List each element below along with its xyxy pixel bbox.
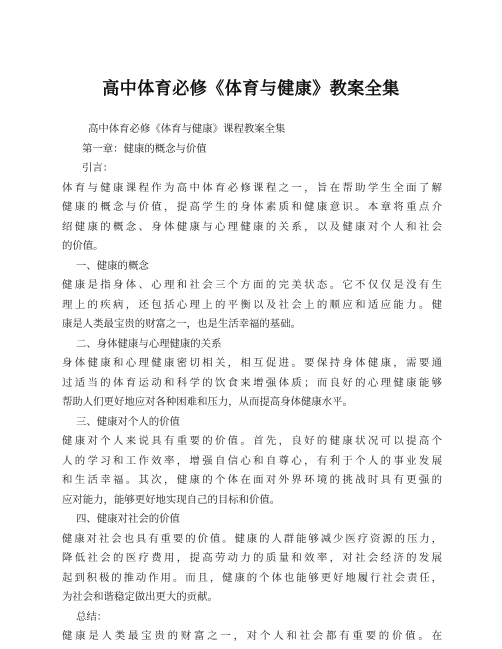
document-title: 高中体育必修《体育与健康》教案全集 (102, 79, 400, 99)
section-heading: 一、健康的概念 (76, 259, 149, 272)
paragraph-line: 康是人类最宝贵的财富之一，也是生活幸福的基础。 (62, 318, 301, 330)
paragraph-line: 的价值。 (62, 240, 104, 252)
course-heading: 高中体育必修《体育与健康》课程教案全集 (88, 123, 286, 135)
paragraph-line: 人的学习和工作效率，增强自信心和自尊心，有利于个人的事业发展 (62, 454, 442, 467)
paragraph-line: 应对能力，能够更好地实现自己的目标和价值。 (62, 493, 281, 506)
paragraph-line: 帮助人们更好地应对各种困难和压力，从而提高身体健康水平。 (62, 396, 353, 408)
section-heading: 四、健康对社会的价值 (76, 513, 180, 525)
paragraph-line: 健康是人类最宝贵的财富之一，对个人和社会都有重要的价值。在 (62, 630, 442, 642)
paragraph-line: 过适当的体育运动和科学的饮食来增强体质；而良好的心理健康能够 (62, 376, 442, 389)
paragraph-line: 理上的疾病，还包括心理上的平衡以及社会上的顺应和适应能力。健 (62, 298, 442, 311)
chapter-heading: 第一章：健康的概念与价值 (82, 142, 207, 155)
document-body (62, 120, 442, 647)
paragraph-line: 健康的概念与价值，提高学生的身体素质和健康意识。本章将重点介 (62, 201, 442, 213)
paragraph-line: 为社会和谐稳定做出更大的贡献。 (62, 591, 218, 603)
section-heading: 二、身体健康与心理健康的关系 (76, 337, 222, 350)
paragraph-line: 和生活幸福。其次，健康的个体在面对外界环境的挑战时具有更强的 (62, 474, 442, 486)
paragraph-line: 绍健康的概念、身体健康与心理健康的关系，以及健康对个人和社会 (62, 220, 442, 233)
paragraph-line: 健康对社会也具有重要的价值。健康的人群能够减少医疗资源的压力， (62, 532, 442, 545)
paragraph-line: 起到积极的推动作用。而且，健康的个体也能够更好地履行社会责任， (62, 571, 442, 584)
paragraph-line: 身体健康和心理健康密切相关，相互促进。要保持身体健康，需要通 (62, 357, 442, 369)
intro-label: 引言： (82, 162, 114, 174)
paragraph-line: 健康是指身体、心理和社会三个方面的完美状态。它不仅仅是没有生 (62, 279, 442, 291)
paragraph-line: 体育与健康课程作为高中体育必修课程之一，旨在帮助学生全面了解 (62, 181, 442, 194)
paragraph-line: 健康对个人来说具有重要的价值。首先，良好的健康状况可以提高个 (62, 435, 442, 447)
paragraph-line: 降低社会的医疗费用，提高劳动力的质量和效率，对社会经济的发展 (62, 552, 442, 564)
summary-label: 总结： (76, 610, 108, 623)
section-heading: 三、健康对个人的价值 (76, 415, 180, 428)
